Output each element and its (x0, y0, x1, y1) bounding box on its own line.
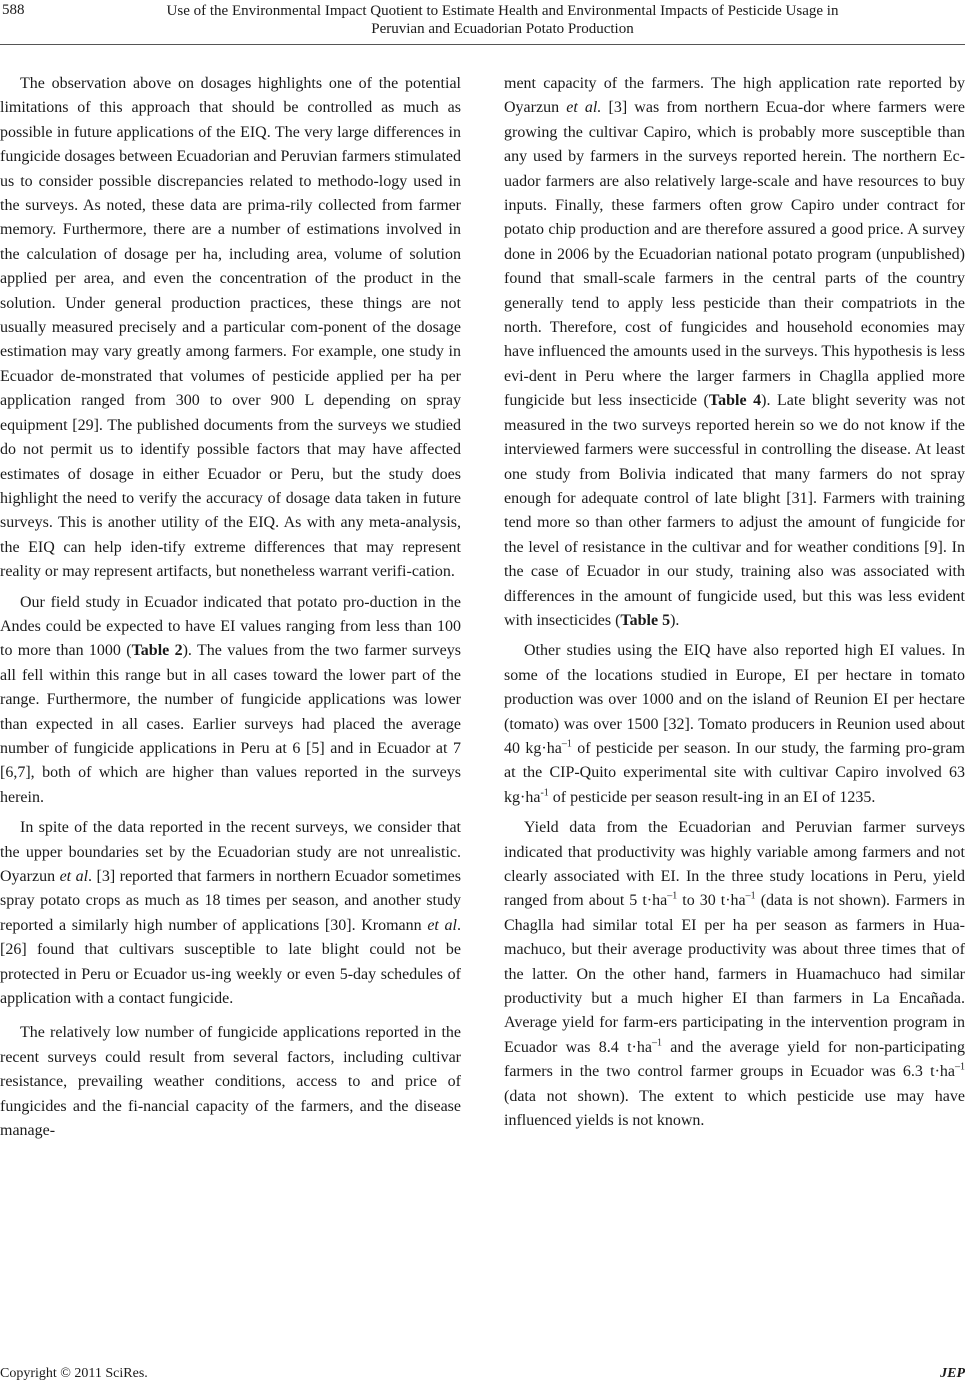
paragraph: ment capacity of the farmers. The high application rate reported by Oyarzun et al. [3] was from northern Ecua-dor where farmers were growing the cultivar Capiro, which is probably more susceptible than any used by farmers in the surveys reported herein. The northern Ec-uador farmers are also relatively large-scale and have resources to buy inputs. Finally, these farmers often grow Capiro under contract for potato chip production and are therefore assured a good price. A survey done in 2006 by the Ecuadorian national potato program (unpublished) found that small-scale farmers in the central parts of the country generally tend to apply less pesticide than their compatriots in the north. Therefore, cost of fungicides and household economies may have influenced the amounts used in the surveys. This hypothesis is less evi-dent in Peru where the larger farmers in Chaglla applied more fungicide but less insecticide (Table 4). Late blight severity was not measured in the two surveys reported herein so we do not know if the interviewed farmers were successful in controlling the disease. At least one study from Bolivia indicated that many farmers do not spray enough for adequate control of late blight [31]. Farmers with training tend more so than other farmers to adjust the amount of fungicide for the level of resistance in the cultivar and for weather conditions [9]. In the case of Ecuador in our study, training also was associated with differences in the amount of fungicide used, but this was less evident with insecticides (Table 5). (504, 75, 965, 629)
running-title-line-2: Peruvian and Ecuadorian Potato Production (371, 21, 634, 37)
page-number: 588 (2, 2, 25, 18)
paragraph: Other studies using the EIQ have also reported high EI values. In some of the locations studied in Europe, EI per hectare in tomato production was over 1000 and on the island of Reunion EI per hectare (tomato) was over 1500 [32]. Tomato producers in Reunion used about 40 $kg\cdot ha^{-1}$ of pesticide per season. In our study, the farming pro-gram at the CIP-Quito experimental site with cultivar Capiro involved 63 $kg\cdot ha^{-1}$ of pesticide per season result-ing in an EI of 1235. (504, 642, 965, 806)
paragraph: Yield data from the Ecuadorian and Peruvian farmer surveys indicated that productivity was highly variable among farmers and not clearly associated with EI. In the three study locations in Peru, yield ranged from about 5 $t\cdot ha^{-1}$ to 30 $t\cdot ha^{-1}$ (data is not shown). Farmers in Chaglla had similar total EI per ha per season as farmers in Hua-machuco, but their average productivity was about three times that of the latter. On the other hand, farmers in Huamachuco had similar productivity but a much higher EI than farmers in La Encañada. Average yield for farm-ers participating in the intervention program in Ecuador was 8.4 $t\cdot ha^{-1}$ and the average yield for non-participating farmers in the two control farmer groups in Ecuador was 6.3 $t\cdot ha^{-1}$ (data not shown). The extent to which pesticide use may have influenced yields is not known. (504, 819, 965, 1130)
page-footer (0, 1366, 965, 1384)
paragraph: In spite of the data reported in the recent surveys, we consider that the upper boundaries set by the Ecuadorian study are not unrealistic. Oyarzun et al. [3] reported that farmers in northern Ecuador sometimes spray potato crops as much as 18 times per season, and another study reported a similarly high number of applications [30]. Kromann et al. [26] found that cultivars susceptible to late blight could not be protected in Peru or Ecuador us-ing weekly or even 5-day schedules of application with a contact fungicide. (0, 819, 461, 1008)
left-column (0, 72, 461, 1143)
right-column (504, 72, 965, 1133)
paragraph: The relatively low number of fungicide applications reported in the recent surveys could result from several factors, including cultivar resistance, prevailing weather conditions, access to and price of fungicides and the fi-nancial capacity of the farmers, and the disease manage- (0, 1024, 461, 1140)
table-reference[interactable]: Table 2 (131, 642, 183, 660)
paragraph: The observation above on dosages highlights one of the potential limitations of this approach that should be controlled as much as possible in future applications of the EIQ. The very large differences in fungicide dosages between Ecuadorian and Peruvian farmers stimulated us to consider possible discrepancies related to methodo-logy used in the surveys. As noted, these data are prima-rily collected from farmer memory. Furthermore, there are a number of estimations involved in the calculation of dosage per ha, including area, volume of solution applied per area, and even the concentration of the product in the solution. Under general production practices, these things are not usually measured precisely and a particular com-ponent of the dosage estimation may vary greatly among farmers. For example, one study in Ecuador de-monstrated that volumes of pesticide applied per ha per application ranged from 300 to over 900 L depending on spray equipment [29]. The published documents from the surveys we studied do not permit us to identify possible factors that may have affected estimates of dosage in either Ecuador or Peru, but the study does highlight the need to verify the accuracy of dosage data taken in future surveys. This is another utility of the EIQ. As with any meta-analysis, the EIQ can help iden-tify extreme differences that may represent reality or may represent artifacts, but nonetheless warrant verifi-cation. (0, 75, 461, 581)
journal-abbreviation: JEP (940, 1366, 965, 1381)
copyright-notice: Copyright © 2011 SciRes. (0, 1366, 148, 1381)
table-reference[interactable]: Table 4 (708, 392, 762, 410)
running-header (0, 0, 965, 45)
running-title (40, 2, 965, 38)
paragraph: Our field study in Ecuador indicated that potato pro-duction in the Andes could be expected to have EI values ranging from less than 100 to more than 1000 (Table 2). The values from the two farmer surveys all fell within this range but in all cases toward the lower part of the range. Furthermore, the number of fungicide applications was lower than expected in all cases. Earlier surveys had placed the average number of fungicide applications in Peru at 6 [5] and in Ecuador at 7 [6,7], both of which are higher than values reported in the surveys herein. (0, 593, 461, 806)
running-title-line-1: Use of the Environmental Impact Quotient to Estimate Health and Environmental Impacts of Pesticide Usage in (166, 3, 839, 19)
table-reference[interactable]: Table 5 (620, 611, 671, 629)
